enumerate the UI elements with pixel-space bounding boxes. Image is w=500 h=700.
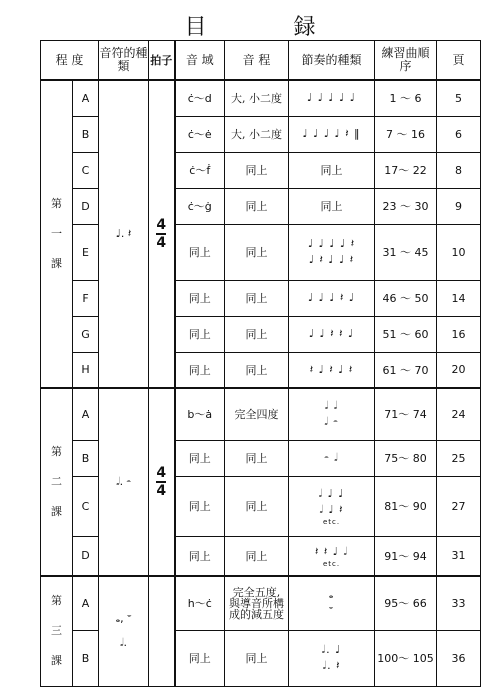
exercise-cell: 61 〜 70 xyxy=(375,352,437,388)
interval-cell: 同上 xyxy=(225,188,289,224)
page-cell: 16 xyxy=(437,316,481,352)
page-title: 目 録 xyxy=(184,15,356,40)
range-cell: ċ〜d xyxy=(175,80,225,116)
header-level: 程 度 xyxy=(41,41,99,81)
range-cell: ċ〜ḟ xyxy=(175,152,225,188)
exercise-cell: 91〜 94 xyxy=(375,536,437,576)
interval-cell: 完全五度, 與導音所構 成的減五度 xyxy=(225,576,289,630)
lesson-3-label: 第 三 課 xyxy=(41,576,73,686)
sub-label: H xyxy=(73,352,99,388)
table-row xyxy=(41,388,481,440)
rhythm-cell: 𝅗𝅥. ♩ 𝅗𝅥. 𝄽 xyxy=(289,630,375,686)
exercise-cell: 1 〜 6 xyxy=(375,80,437,116)
table-row xyxy=(41,576,481,630)
header-rhythm-types: 節奏的種類 xyxy=(289,41,375,81)
exercise-cell: 75〜 80 xyxy=(375,440,437,476)
sub-label: B xyxy=(73,116,99,152)
page-cell: 14 xyxy=(437,280,481,316)
interval-cell: 同上 xyxy=(225,224,289,280)
header-row xyxy=(41,41,481,81)
exercise-cell: 23 〜 30 xyxy=(375,188,437,224)
rhythm-cell: 𝄽 ♩ 𝄽 ♩ 𝄽 xyxy=(289,352,375,388)
sub-label: F xyxy=(73,280,99,316)
range-cell: 同上 xyxy=(175,352,225,388)
lesson-1-meter: $\frac{4}{4}$ xyxy=(149,80,175,388)
rhythm-cell: 同上 xyxy=(289,188,375,224)
lesson-2-meter: $\frac{4}{4}$ xyxy=(149,388,175,576)
range-cell: 同上 xyxy=(175,316,225,352)
range-cell: ċ〜ġ xyxy=(175,188,225,224)
interval-cell: 同上 xyxy=(225,536,289,576)
contents-table xyxy=(40,40,481,687)
sub-label: A xyxy=(73,576,99,630)
rhythm-cell: ♩ ♩ ♩ ♩ 𝄽 ♩ 𝄽 ♩ ♩ 𝄽 xyxy=(289,224,375,280)
exercise-cell: 31 〜 45 xyxy=(375,224,437,280)
sub-label: D xyxy=(73,188,99,224)
rhythm-cell: 𝅝 𝄻 xyxy=(289,576,375,630)
interval-cell: 大, 小二度 xyxy=(225,116,289,152)
exercise-cell: 46 〜 50 xyxy=(375,280,437,316)
interval-cell: 同上 xyxy=(225,280,289,316)
page-cell: 10 xyxy=(437,224,481,280)
lesson-1-note-types: ♩. 𝄽 xyxy=(99,80,149,388)
sub-label: A xyxy=(73,80,99,116)
exercise-cell: 17〜 22 xyxy=(375,152,437,188)
range-cell: b〜ȧ xyxy=(175,388,225,440)
interval-cell: 同上 xyxy=(225,316,289,352)
header-page: 頁 xyxy=(437,41,481,81)
rhythm-cell: ♩ ♩ 𝄽 𝄽 ♩ xyxy=(289,316,375,352)
page-cell: 33 xyxy=(437,576,481,630)
sub-label: C xyxy=(73,152,99,188)
sub-label: B xyxy=(73,440,99,476)
exercise-cell: 51 〜 60 xyxy=(375,316,437,352)
range-cell: 同上 xyxy=(175,630,225,686)
lesson-3-note-types: 𝅝, 𝄻 𝅗𝅥. xyxy=(99,576,149,686)
lesson-2-label: 第 二 課 xyxy=(41,388,73,576)
lesson-2-note-types: 𝅗𝅥. 𝄼 xyxy=(99,388,149,576)
exercise-cell: 71〜 74 xyxy=(375,388,437,440)
header-meter: 拍子 xyxy=(149,41,175,81)
interval-cell: 同上 xyxy=(225,440,289,476)
page-cell: 25 xyxy=(437,440,481,476)
range-cell: 同上 xyxy=(175,280,225,316)
range-cell: 同上 xyxy=(175,476,225,536)
sub-label: D xyxy=(73,536,99,576)
sub-label: A xyxy=(73,388,99,440)
rhythm-cell: 𝅗𝅥 ♩ ♩ 𝅗𝅥 ♩ 𝄽 etc. xyxy=(289,476,375,536)
page-cell: 31 xyxy=(437,536,481,576)
sub-label: E xyxy=(73,224,99,280)
page-cell: 36 xyxy=(437,630,481,686)
page-cell: 6 xyxy=(437,116,481,152)
sub-label: C xyxy=(73,476,99,536)
interval-cell: 同上 xyxy=(225,352,289,388)
interval-cell: 大, 小二度 xyxy=(225,80,289,116)
rhythm-cell: ♩ ♩ ♩ ♩ ♩ xyxy=(289,80,375,116)
rhythm-cell: 𝄽 𝄽 ♩ 𝅗𝅥 etc. xyxy=(289,536,375,576)
lesson-3-meter xyxy=(149,576,175,686)
rhythm-cell: ♩ ♩ ♩ 𝄽 ♩ xyxy=(289,280,375,316)
exercise-cell: 81〜 90 xyxy=(375,476,437,536)
range-cell: 同上 xyxy=(175,224,225,280)
page-cell: 8 xyxy=(437,152,481,188)
interval-cell: 同上 xyxy=(225,476,289,536)
table-row xyxy=(41,80,481,116)
exercise-cell: 7 〜 16 xyxy=(375,116,437,152)
page-cell: 24 xyxy=(437,388,481,440)
page-cell: 5 xyxy=(437,80,481,116)
sub-label: B xyxy=(73,630,99,686)
exercise-cell: 100〜 105 xyxy=(375,630,437,686)
header-exercise-order: 練習曲順 序 xyxy=(375,41,437,81)
sub-label: G xyxy=(73,316,99,352)
header-interval: 音 程 xyxy=(225,41,289,81)
range-cell: 同上 xyxy=(175,536,225,576)
interval-cell: 同上 xyxy=(225,630,289,686)
range-cell: ċ〜ė xyxy=(175,116,225,152)
header-range: 音 域 xyxy=(175,41,225,81)
page-cell: 9 xyxy=(437,188,481,224)
page-cell: 20 xyxy=(437,352,481,388)
rhythm-cell: 𝄼 𝅗𝅥 xyxy=(289,440,375,476)
rhythm-cell: 同上 xyxy=(289,152,375,188)
exercise-cell: 95〜 66 xyxy=(375,576,437,630)
rhythm-cell: 𝅗𝅥 𝅗𝅥 𝅗𝅥 𝄼 xyxy=(289,388,375,440)
range-cell: h〜ċ xyxy=(175,576,225,630)
interval-cell: 同上 xyxy=(225,152,289,188)
range-cell: 同上 xyxy=(175,440,225,476)
header-note-types: 音符的種 類 xyxy=(99,41,149,81)
interval-cell: 完全四度 xyxy=(225,388,289,440)
page-cell: 27 xyxy=(437,476,481,536)
rhythm-cell: ♩ ♩ ♩ ♩ 𝄽 ‖ xyxy=(289,116,375,152)
lesson-1-label: 第 一 課 xyxy=(41,80,73,388)
